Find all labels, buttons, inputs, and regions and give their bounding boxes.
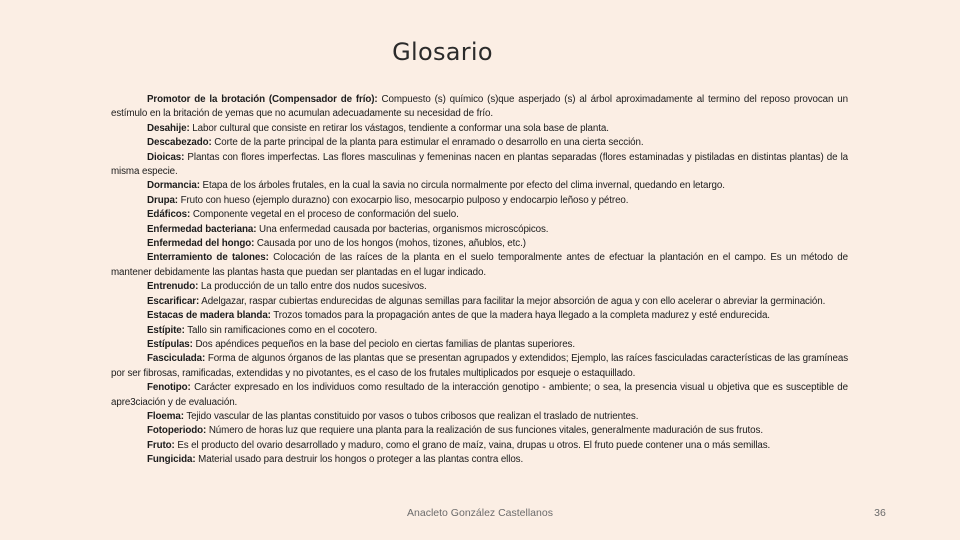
glossary-definition: Causada por uno de los hongos (mohos, tizones, añublos, etc.) (254, 238, 526, 250)
glossary-definition: Forma de algunos órganos de las plantas que se presentan agrupados y extendidos; Ejemplo, las raíces fasciculadas características de las gramíneas por ser fibrosas, ramificadas, extendidas y no pivotantes, es el caso de los frutales multiplicados por esqueje o estaquillado. (111, 353, 848, 379)
glossary-term: Fruto: (147, 439, 175, 451)
glossary-definition: Trozos tomados para la propagación antes de que la madera haya llegado a la completa madurez y esté endurecida. (270, 310, 770, 322)
glossary-entry (111, 151, 848, 180)
glossary-definition: Fruto con hueso (ejemplo durazno) con exocarpio liso, mesocarpio pulposo y endocarpio leñoso y pétreo. (177, 194, 629, 206)
slide-title: Glosario (392, 38, 493, 66)
glossary-entry (111, 122, 848, 136)
glossary-term: Fenotipo: (147, 382, 191, 394)
glossary-definition: Compuesto (s) químico (s)que asperjado (s) al árbol aproximadamente al termino del reposo provocan un estímulo en la britación de yemas que no acumulan adecuadamente su necesidad de frío. (111, 94, 848, 120)
glossary-entry (111, 237, 848, 251)
glossary-term: Drupa: (147, 194, 178, 206)
glossary-entry (111, 439, 848, 453)
glossary-term: Floema: (147, 410, 184, 422)
glossary-entry (111, 93, 848, 122)
glossary-term: Promotor de la brotación (Compensador de frío): (147, 94, 378, 105)
glossary-definition: La producción de un tallo entre dos nudos sucesivos. (198, 281, 427, 293)
glossary-entry (111, 309, 848, 323)
glossary-term: Desahije: (147, 122, 190, 134)
glossary-entry (111, 324, 848, 338)
glossary-entry (111, 280, 848, 294)
glossary-list (111, 93, 848, 468)
glossary-entry (111, 381, 848, 410)
glossary-term: Enterramiento de talones: (147, 252, 269, 264)
glossary-term: Estípulas: (147, 338, 193, 350)
glossary-entry (111, 223, 848, 237)
glossary-definition: Tejido vascular de las plantas constituido por vasos o tubos cribosos que realizan el traslado de nutrientes. (183, 410, 639, 422)
glossary-term: Estípite: (147, 324, 185, 336)
glossary-definition: Dos apéndices pequeños en la base del peciolo en ciertas familias de plantas superiores. (192, 338, 575, 350)
glossary-entry (111, 295, 848, 309)
glossary-term: Edáficos: (147, 209, 191, 221)
glossary-entry (111, 136, 848, 150)
glossary-definition: Carácter expresado en los individuos como resultado de la interacción genotipo - ambiente; o sea, la presencia visual u objetiva que es susceptible de apre3ciación y de evaluación. (111, 382, 848, 408)
glossary-entry (111, 352, 848, 381)
glossary-definition: Labor cultural que consiste en retirar los vástagos, tendiente a conformar una sola base de planta. (189, 122, 609, 134)
glossary-term: Fasciculada: (147, 353, 206, 365)
glossary-definition: Material usado para destruir los hongos o proteger a las plantas contra ellos. (195, 454, 524, 466)
page-number: 36 (874, 507, 886, 519)
glossary-entry (111, 208, 848, 222)
glossary-definition: Corte de la parte principal de la planta para estimular el enramado o desarrollo en una cierta sección. (211, 137, 644, 149)
glossary-entry (111, 424, 848, 438)
glossary-term: Dioicas: (147, 151, 185, 163)
glossary-definition: Una enfermedad causada por bacterias, organismos microscópicos. (256, 223, 549, 235)
glossary-term: Descabezado: (147, 137, 212, 149)
glossary-term: Fungicida: (147, 454, 196, 466)
glossary-definition: Etapa de los árboles frutales, en la cual la savia no circula normalmente por efecto del clima invernal, quedando en letargo. (199, 180, 725, 192)
glossary-entry (111, 251, 848, 280)
glossary-term: Estacas de madera blanda: (147, 310, 271, 322)
glossary-entry (111, 338, 848, 352)
glossary-entry (111, 453, 848, 467)
glossary-entry (111, 410, 848, 424)
glossary-definition: Componente vegetal en el proceso de conformación del suelo. (190, 209, 459, 221)
glossary-term: Enfermedad bacteriana: (147, 223, 257, 235)
footer-author: Anacleto González Castellanos (407, 507, 553, 519)
glossary-term: Dormancia: (147, 180, 200, 192)
glossary-definition: Es el producto del ovario desarrollado y maduro, como el grano de maíz, vaina, drupas u otros. El fruto puede contener una o más semillas. (174, 439, 771, 451)
glossary-definition: Plantas con flores imperfectas. Las flores masculinas y femeninas nacen en plantas separadas (flores estaminadas y pistiladas en distintas plantas) de la misma especie. (111, 151, 848, 178)
glossary-term: Entrenudo: (147, 281, 199, 293)
glossary-term: Enfermedad del hongo: (147, 238, 255, 250)
glossary-entry (111, 179, 848, 193)
glossary-definition: Número de horas luz que requiere una planta para la realización de sus funciones vitales, generalmente maduración de sus frutos. (206, 425, 763, 437)
glossary-definition: Adelgazar, raspar cubiertas endurecidas de algunas semillas para facilitar la mejor absorción de agua y con ello acelerar o abreviar la germinación. (199, 295, 826, 307)
glossary-term: Fotoperiodo: (147, 425, 207, 437)
glossary-entry (111, 194, 848, 208)
glossary-term: Escarificar: (147, 295, 200, 307)
glossary-definition: Tallo sin ramificaciones como en el cocotero. (184, 324, 378, 336)
glossary-definition: Colocación de las raíces de la planta en el suelo temporalmente antes de efectuar la plantación en el campo. Es un método de mantener debidamente las plantas hasta que puedan ser plantadas en el lugar indicado. (111, 252, 848, 278)
